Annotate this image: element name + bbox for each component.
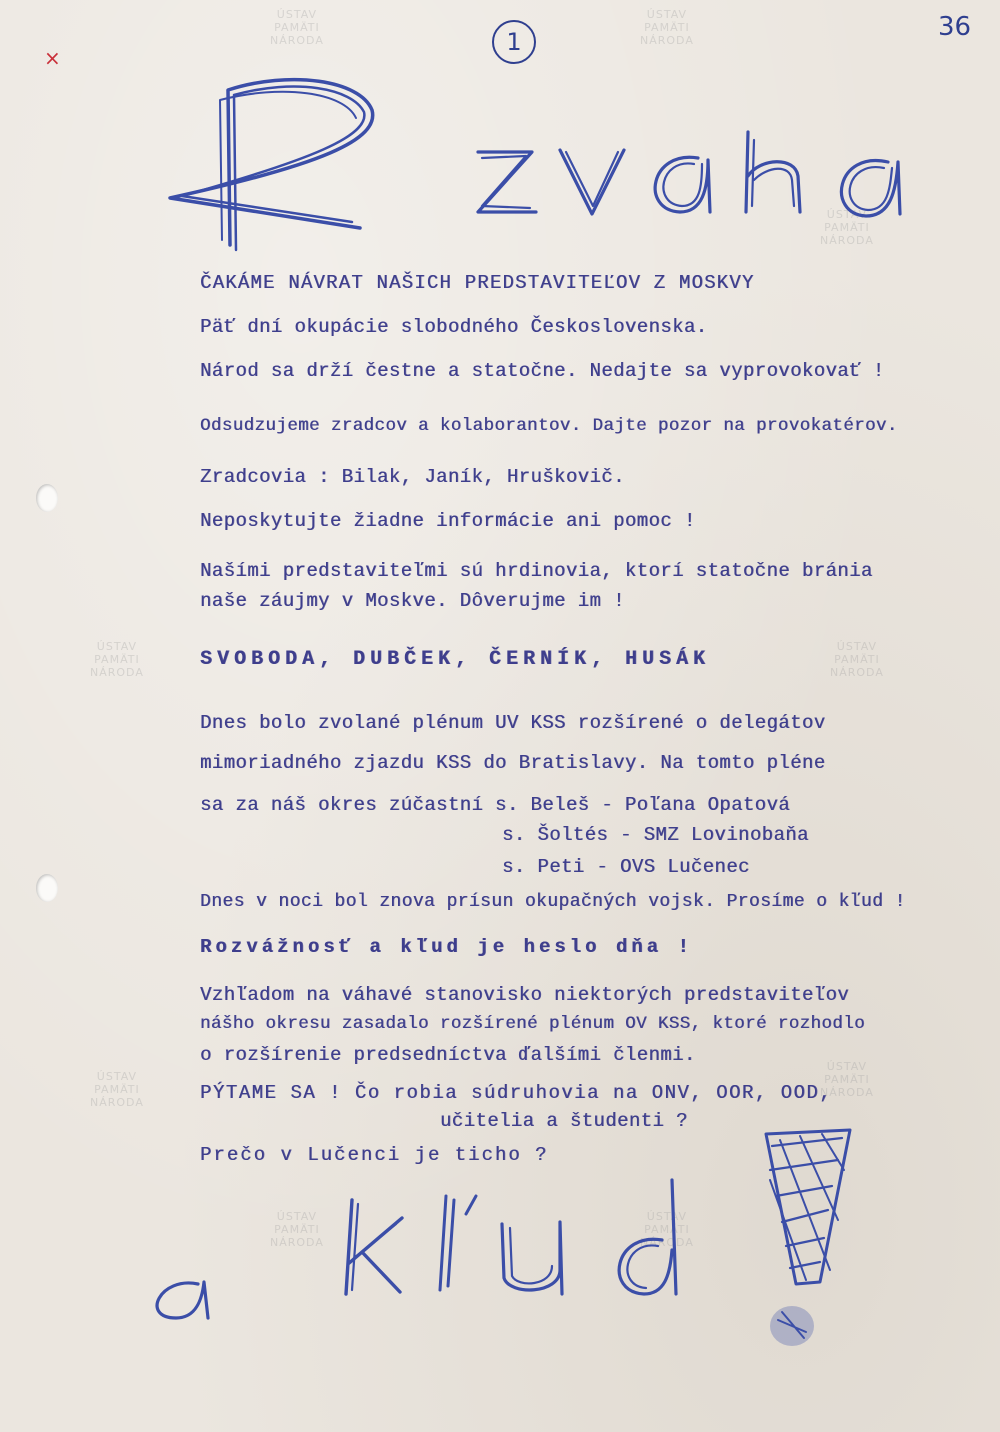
- closing-letter-d: [627, 1245, 658, 1288]
- body-line: Odsudzujeme zradcov a kolaborantov. Dajte pozor na provokatérov.: [200, 416, 898, 436]
- closing-letter-a: [157, 1282, 208, 1318]
- punch-hole: [36, 874, 58, 902]
- body-line: Rozvážnosť a kľud je heslo dňa !: [200, 936, 693, 958]
- heading-letter-o: [399, 155, 449, 209]
- body-line: mimoriadného zjazdu KSS do Bratislavy. Na tomto pléne: [200, 752, 826, 774]
- heading-letter-z: [482, 156, 530, 208]
- heading-letter-a: [655, 157, 710, 212]
- body-line: Prečo v Lučenci je ticho ?: [200, 1144, 549, 1166]
- body-line: Dnes v noci bol znova prísun okupačných vojsk. Prosíme o kľud !: [200, 892, 906, 912]
- closing-letter-k: [346, 1200, 402, 1294]
- closing-letter-l-caron: [466, 1196, 476, 1214]
- body-line: Vzhľadom na váhavé stanovisko niektorých predstaviteľov: [200, 984, 850, 1006]
- body-line: SVOBODA, DUBČEK, ČERNÍK, HUSÁK: [200, 648, 711, 671]
- watermark: ÚSTAV PAMÄTI NÁRODA: [270, 8, 324, 47]
- closing-letter-l: [440, 1196, 454, 1290]
- heading-letter-r: [170, 80, 373, 245]
- body-line: Zradcovia : Bilak, Janík, Hruškovič.: [200, 466, 625, 488]
- body-line: Päť dní okupácie slobodného Československa.: [200, 316, 708, 338]
- body-line: Neposkytujte žiadne informácie ani pomoc !: [200, 510, 696, 532]
- body-line: ČAKÁME NÁVRAT NAŠICH PREDSTAVITEĽOV Z MOSKVY: [200, 272, 755, 294]
- closing-handwriting: [157, 1180, 676, 1318]
- heading-letter-r: [182, 87, 364, 250]
- body-line: sa za náš okres zúčastní s. Beleš - Poľana Opatová: [200, 794, 791, 816]
- body-line: o rozšírenie predsedníctva ďalšími členmi.: [200, 1044, 696, 1066]
- body-line: Našími predstaviteľmi sú hrdinovia, ktorí statočne bránia: [200, 560, 873, 582]
- watermark: ÚSTAV PAMÄTI NÁRODA: [820, 1060, 874, 1099]
- closing-letter-u: [510, 1228, 552, 1283]
- page-number: 1: [492, 20, 536, 64]
- punch-hole: [36, 484, 58, 512]
- watermark: ÚSTAV PAMÄTI NÁRODA: [640, 1210, 694, 1249]
- body-line: Dnes bolo zvolané plénum UV KSS rozšírené o delegátov: [200, 712, 826, 734]
- watermark: ÚSTAV PAMÄTI NÁRODA: [270, 1210, 324, 1249]
- closing-letter-u: [502, 1222, 562, 1294]
- heading-letter-h: [746, 132, 800, 212]
- heading-letter-h: [752, 140, 794, 206]
- watermark: ÚSTAV PAMÄTI NÁRODA: [90, 640, 144, 679]
- closing-letter-k: [352, 1204, 396, 1290]
- body-line: s. Šoltés - SMZ Lovinobaňa: [502, 824, 809, 846]
- red-x-mark: ×: [44, 46, 61, 70]
- body-line: s. Peti - OVS Lučenec: [502, 856, 750, 878]
- body-line: PÝTAME SA ! Čo robia súdruhovia na ONV, OOR, OOD,: [200, 1082, 833, 1104]
- body-line: Národ sa drží čestne a statočne. Nedajte sa vyprovokovať !: [200, 360, 885, 382]
- heading-letter-v: [566, 152, 618, 206]
- watermark: ÚSTAV PAMÄTI NÁRODA: [90, 1070, 144, 1109]
- watermark: ÚSTAV PAMÄTI NÁRODA: [820, 208, 874, 247]
- body-line: nášho okresu zasadalo rozšírené plénum OV KSS, ktoré rozhodlo: [200, 1014, 866, 1034]
- heading-rozvaha: [170, 80, 900, 250]
- heading-letter-a: [850, 167, 892, 210]
- heading-letter-r: [220, 92, 356, 240]
- heading-letter-v: [560, 150, 624, 214]
- exclamation-mark: [766, 1130, 850, 1346]
- folio-number: 36: [938, 12, 972, 42]
- heading-letter-o: [395, 150, 455, 210]
- heading-letter-z: [478, 152, 536, 212]
- watermark: ÚSTAV PAMÄTI NÁRODA: [830, 640, 884, 679]
- body-line: učitelia a študenti ?: [440, 1110, 688, 1132]
- watermark: ÚSTAV PAMÄTI NÁRODA: [640, 8, 694, 47]
- heading-letter-a: [663, 163, 702, 206]
- body-line: naše záujmy v Moskve. Dôverujme im !: [200, 590, 625, 612]
